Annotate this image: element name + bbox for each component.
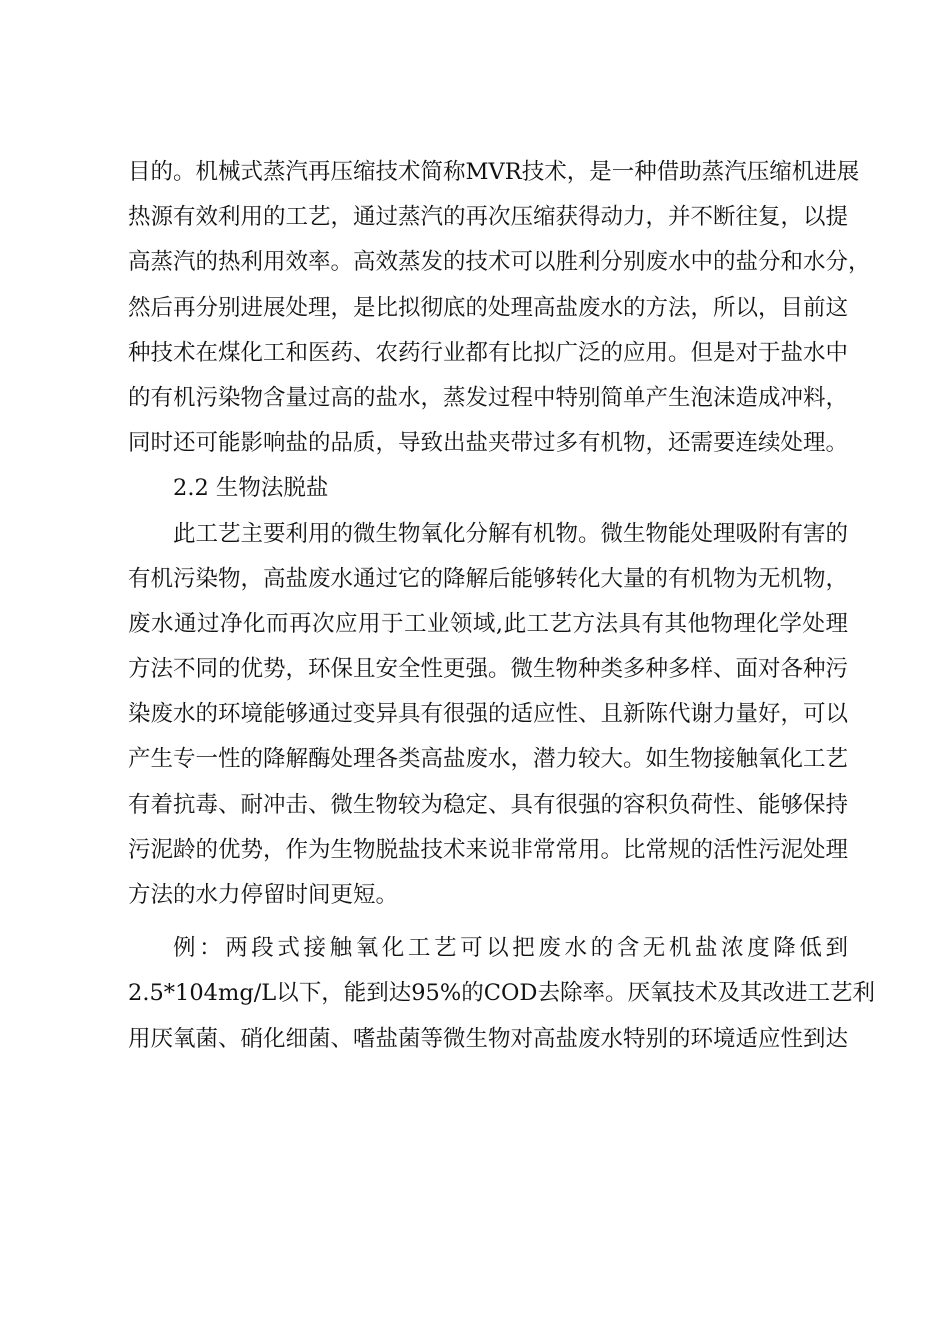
section-heading: 2.2 生物法脱盐	[173, 475, 329, 502]
paragraph-line: 的有机污染物含量过高的盐水，蒸发过程中特别简单产生泡沫造成冲料，	[128, 384, 849, 411]
paragraph-line: 高蒸汽的热利用效率。高效蒸发的技术可以胜利分别废水中的盐分和水分，	[128, 249, 871, 276]
paragraph-line: 种技术在煤化工和医药、农药行业都有比拟广泛的应用。但是对于盐水中	[128, 339, 849, 366]
paragraph-line: 方法的水力停留时间更短。	[128, 882, 399, 908]
paragraph-line: 有着抗毒、耐冲击、微生物较为稳定、具有很强的容积负荷性、能够保持	[128, 791, 849, 818]
paragraph-line: 目的。机械式蒸汽再压缩技术简称MVR技术，是一种借助蒸汽压缩机进展	[128, 159, 860, 185]
paragraph-line: 有机污染物，高盐废水通过它的降解后能够转化大量的有机物为无机物，	[128, 565, 849, 592]
paragraph-line: 例：两段式接触氧化工艺可以把废水的含无机盐浓度降低到	[173, 935, 848, 962]
paragraph-line: 热源有效利用的工艺，通过蒸汽的再次压缩获得动力，并不断往复，以提	[128, 204, 849, 231]
paragraph-line: 此工艺主要利用的微生物氧化分解有机物。微生物能处理吸附有害的	[173, 520, 849, 547]
paragraph-line: 染废水的环境能够通过变异具有很强的适应性、且新陈代谢力量好，可以	[128, 701, 849, 728]
paragraph-line: 2.5*104mg/L以下，能到达95%的COD去除率。厌氧技术及其改进工艺利	[128, 980, 875, 1007]
paragraph-line: 废水通过净化而再次应用于工业领域,此工艺方法具有其他物理化学处理	[128, 610, 848, 637]
paragraph-line: 用厌氧菌、硝化细菌、嗜盐菌等微生物对高盐废水特别的环境适应性到达	[128, 1025, 849, 1052]
paragraph-line: 产生专一性的降解酶处理各类高盐废水，潜力较大。如生物接触氧化工艺	[128, 746, 849, 773]
paragraph-line: 方法不同的优势，环保且安全性更强。微生物种类多种多样、面对各种污	[128, 656, 849, 683]
paragraph-line: 然后再分别进展处理，是比拟彻底的处理高盐废水的方法，所以，目前这	[128, 294, 849, 321]
paragraph-line: 同时还可能影响盐的品质，导致出盐夹带过多有机物，还需要连续处理。	[128, 430, 849, 457]
body-text	[128, 150, 875, 1062]
paragraph-line: 污泥龄的优势，作为生物脱盐技术来说非常常用。比常规的活性污泥处理	[128, 836, 849, 863]
